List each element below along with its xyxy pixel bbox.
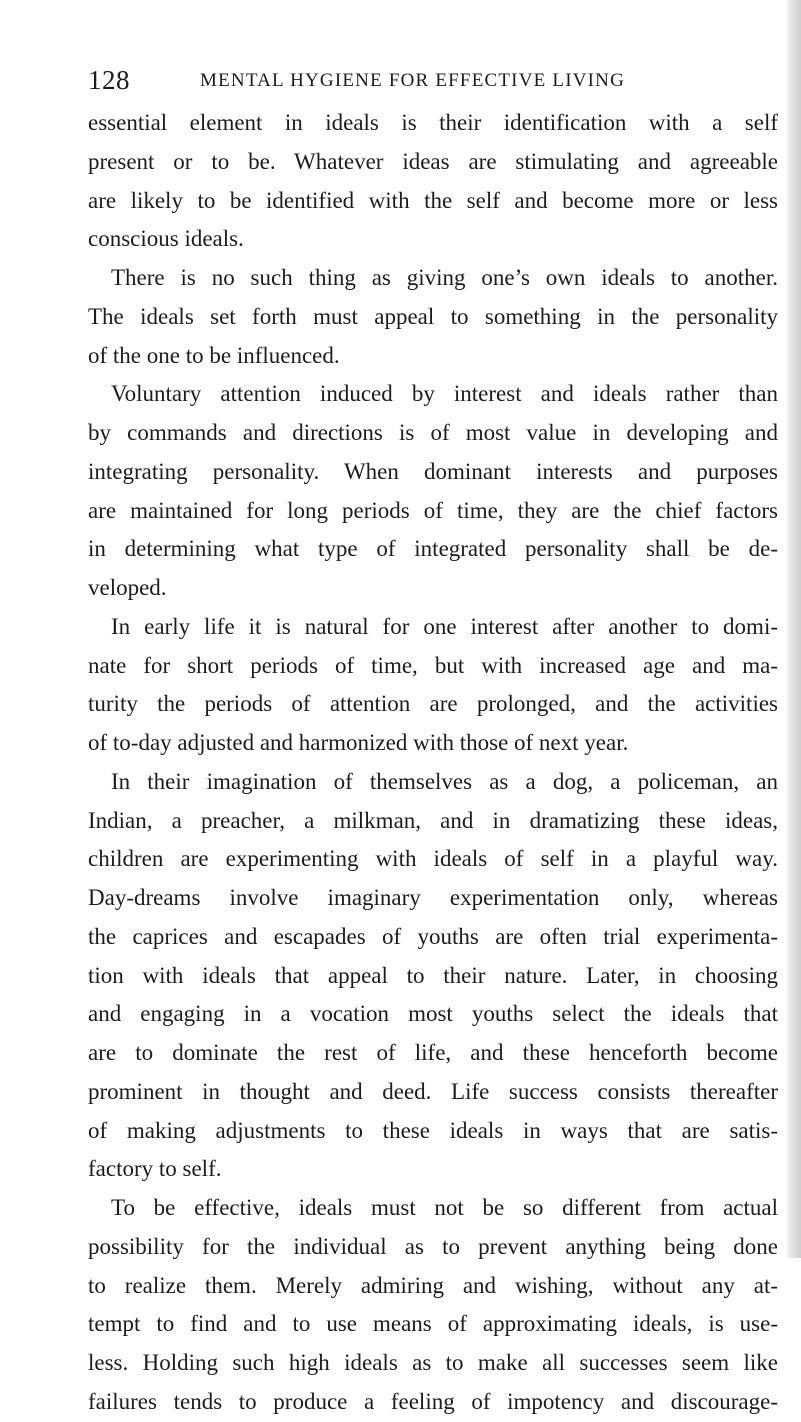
text-line: Voluntary attention induced by interest and ideals rather than xyxy=(111,381,778,407)
text-line: less. Holding such high ideals as to make all successes seem like xyxy=(88,1350,778,1375)
text-line: nate for short periods of time, but with increased age and ma- xyxy=(88,652,778,678)
text-line: integrating personality. When dominant interests and purposes xyxy=(88,458,778,484)
text-line: Day-dreams involve imaginary experimentation only, whereas xyxy=(88,885,778,910)
text-line: failures tends to produce a feeling of impotency and discourage- xyxy=(88,1388,778,1414)
text-line: are likely to be identified with the self and become more or less xyxy=(88,187,778,213)
text-line: veloped. xyxy=(88,575,167,600)
running-head: MENTAL HYGIENE FOR EFFECTIVE LIVING xyxy=(200,70,626,91)
text-line: and engaging in a vocation most youths select the ideals that xyxy=(88,1001,778,1027)
text-line: present or to be. Whatever ideas are stimulating and agreeable xyxy=(88,148,778,174)
text-line: of making adjustments to these ideals in ways that are satis- xyxy=(88,1117,778,1143)
text-line: The ideals set forth must appeal to something in the personality xyxy=(88,303,778,329)
text-line: In their imagination of themselves as a dog, a policeman, an xyxy=(111,768,778,794)
page-number: 128 xyxy=(88,65,130,95)
page-edge-shadow xyxy=(787,0,801,1258)
text-line: tion with ideals that appeal to their nature. Later, in choosing xyxy=(88,962,778,988)
text-line: There is no such thing as giving one’s own ideals to another. xyxy=(111,265,778,290)
text-line: in determining what type of integrated personality shall be de- xyxy=(88,536,778,562)
text-line: the caprices and escapades of youths are often trial experimenta- xyxy=(88,923,778,949)
text-line: are maintained for long periods of time, they are the chief factors xyxy=(88,497,778,523)
text-line: essential element in ideals is their identification with a self xyxy=(88,110,778,135)
text-line: turity the periods of attention are prolonged, and the activities xyxy=(88,691,778,717)
page-header xyxy=(88,64,778,96)
page-body xyxy=(88,104,778,1422)
text-line: tempt to find and to use means of approximating ideals, is use- xyxy=(88,1311,778,1337)
text-line: To be effective, ideals must not be so different from actual xyxy=(111,1195,778,1220)
text-line: of to-day adjusted and harmonized with those of next year. xyxy=(88,730,629,755)
text-line: factory to self. xyxy=(88,1156,222,1182)
text-line: of the one to be influenced. xyxy=(88,342,340,368)
text-line: Indian, a preacher, a milkman, and in dramatizing these ideas, xyxy=(88,807,778,833)
text-line: by commands and directions is of most value in developing and xyxy=(88,420,778,445)
text-line: possibility for the individual as to prevent anything being done xyxy=(88,1233,778,1259)
text-line: prominent in thought and deed. Life success consists thereafter xyxy=(88,1078,778,1104)
text-line: In early life it is natural for one interest after another to domi- xyxy=(111,613,778,639)
text-line: are to dominate the rest of life, and these henceforth become xyxy=(88,1040,778,1065)
text-line: to realize them. Merely admiring and wishing, without any at- xyxy=(88,1272,778,1298)
text-line: children are experimenting with ideals of self in a playful way. xyxy=(88,846,778,872)
text-line: conscious ideals. xyxy=(88,226,244,252)
